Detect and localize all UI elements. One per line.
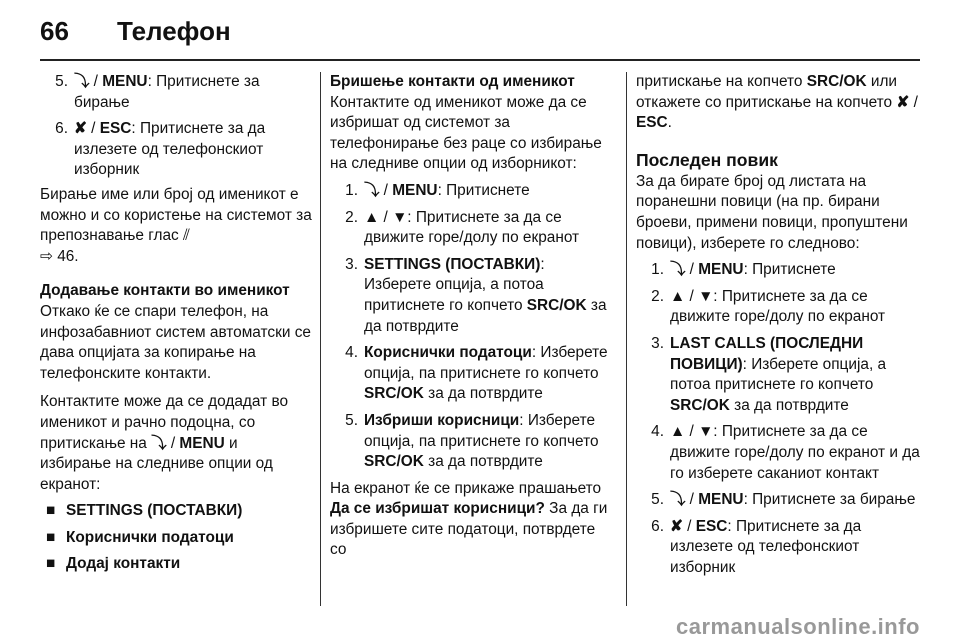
- down-arrow-icon: ▼: [698, 423, 714, 441]
- header-rule: [40, 59, 920, 61]
- step-2: 2. ▲ / ▼: Притиснете за да се движите горе/долу по екранот: [345, 208, 580, 247]
- bullet-item: ■ SETTINGS (ПОСТАВКИ): [40, 501, 312, 522]
- call-icon: ⤵: [670, 491, 686, 509]
- paragraph-last-call-intro: За да бирате број од листата на поранешни повици (на пр. бирани броеви, примени повици, пропуштени повици), изберете го следново:: [636, 172, 908, 252]
- bullet-icon: ■: [46, 555, 56, 573]
- voice-icon: ⫽: [182, 227, 190, 245]
- page-number: 66: [40, 16, 69, 46]
- paragraph-pairing: Откако ќе се спари телефон, на инфозабавниот систем автоматски се дава опцијата за копирање на телефонските контакти.: [40, 302, 311, 382]
- up-arrow-icon: ▲: [670, 287, 686, 305]
- bullet-item: ■ Додај контакти: [40, 554, 312, 575]
- step-6: 6. ✘ / ESC: Притиснете за да излезете од телефонскиот изборник: [55, 120, 266, 179]
- column-divider-2: [626, 72, 627, 606]
- step-3: 3. LAST CALLS (ПОСЛЕДНИ ПОВИЦИ): Изберете опција, а потоа притиснете го копчето SRC/OK за да потврдите: [651, 334, 887, 414]
- page-header: [0, 0, 960, 60]
- watermark: carmanualsonline.info: [676, 614, 920, 639]
- call-icon: ⤵: [74, 73, 90, 90]
- step-5: 5. ⤵ / MENU: Притиснете за бирање: [55, 73, 260, 111]
- paragraph-delete-intro: Контактите од именикот може да се избришат од системот за телефонирање без раце со избирање на следниве опции од изборникот:: [330, 93, 602, 173]
- step-3: 3. SETTINGS (ПОСТАВКИ): Изберете опција, а потоа притиснете го копчето SRC/OK за да потврдите: [345, 255, 607, 335]
- paragraph-voice: Бирање име или број од именикот е можно и со користење на системот за препознавање глас ⫽ ⇨ 46.: [40, 185, 312, 265]
- section-heading-last-call: Последен повик: [636, 149, 778, 170]
- step-1: 1. ⤵ / MENU: Притиснете: [345, 181, 530, 199]
- up-arrow-icon: ▲: [364, 208, 380, 226]
- paragraph-delete-confirm: На екранот ќе се прикаже прашањето Да се избришат корисници? За да ги избришете сите податоци, потврдете со: [330, 479, 608, 559]
- down-arrow-icon: ▼: [698, 287, 714, 305]
- paragraph-continued: притискање на копчето SRC/OK или откажете со притискање на копчето ✘ / ESC.: [636, 73, 918, 132]
- step-5: 5. ⤵ / MENU: Притиснете за бирање: [651, 491, 916, 509]
- step-2: 2. ▲ / ▼: Притиснете за да се движите горе/долу по екранот: [651, 287, 886, 326]
- paragraph-manual-add: Контактите може да се додадат во именикот и рачно подоцна, со притискање на ⤵ / MENU и избирање на следниве опции од екранот:: [40, 393, 289, 493]
- ref-arrow-icon: ⇨: [40, 247, 53, 265]
- column-3: [636, 72, 926, 578]
- step-4: 4. Кориснички податоци: Изберете опција, па притиснете го копчето SRC/OK за да потврдите: [345, 344, 608, 403]
- step-5: 5. Избриши корисници: Изберете опција, па притиснете го копчето SRC/OK за да потврдите: [345, 411, 599, 471]
- bullet-icon: ■: [46, 502, 56, 520]
- step-6: 6. ✘ / ESC: Притиснете за да излезете од телефонскиот изборник: [651, 517, 862, 576]
- down-arrow-icon: ▼: [392, 208, 408, 226]
- step-1: 1. ⤵ / MENU: Притиснете: [651, 261, 836, 279]
- bullet-item: ■ Кориснички податоци: [40, 528, 312, 549]
- call-icon: ⤵: [670, 261, 686, 279]
- section-heading-delete-contacts: Бришење контакти од именикот: [330, 73, 575, 90]
- end-call-icon: ✘: [670, 517, 683, 535]
- page-title: Телефон: [117, 16, 231, 46]
- section-heading-add-contacts: Додавање контакти во именикот: [40, 282, 290, 300]
- column-divider-1: [320, 72, 321, 606]
- column-2: [330, 72, 610, 561]
- bullet-icon: ■: [46, 528, 56, 546]
- call-icon: ⤵: [151, 434, 167, 452]
- up-arrow-icon: ▲: [670, 423, 686, 441]
- step-4: 4. ▲ / ▼: Притиснете за да се движите горе/долу по екранот и да го изберете саканиот контакт: [651, 423, 920, 482]
- column-1: [40, 72, 312, 575]
- call-icon: ⤵: [364, 181, 380, 199]
- end-call-icon: ✘: [74, 120, 87, 138]
- end-call-icon: ✘: [896, 93, 910, 111]
